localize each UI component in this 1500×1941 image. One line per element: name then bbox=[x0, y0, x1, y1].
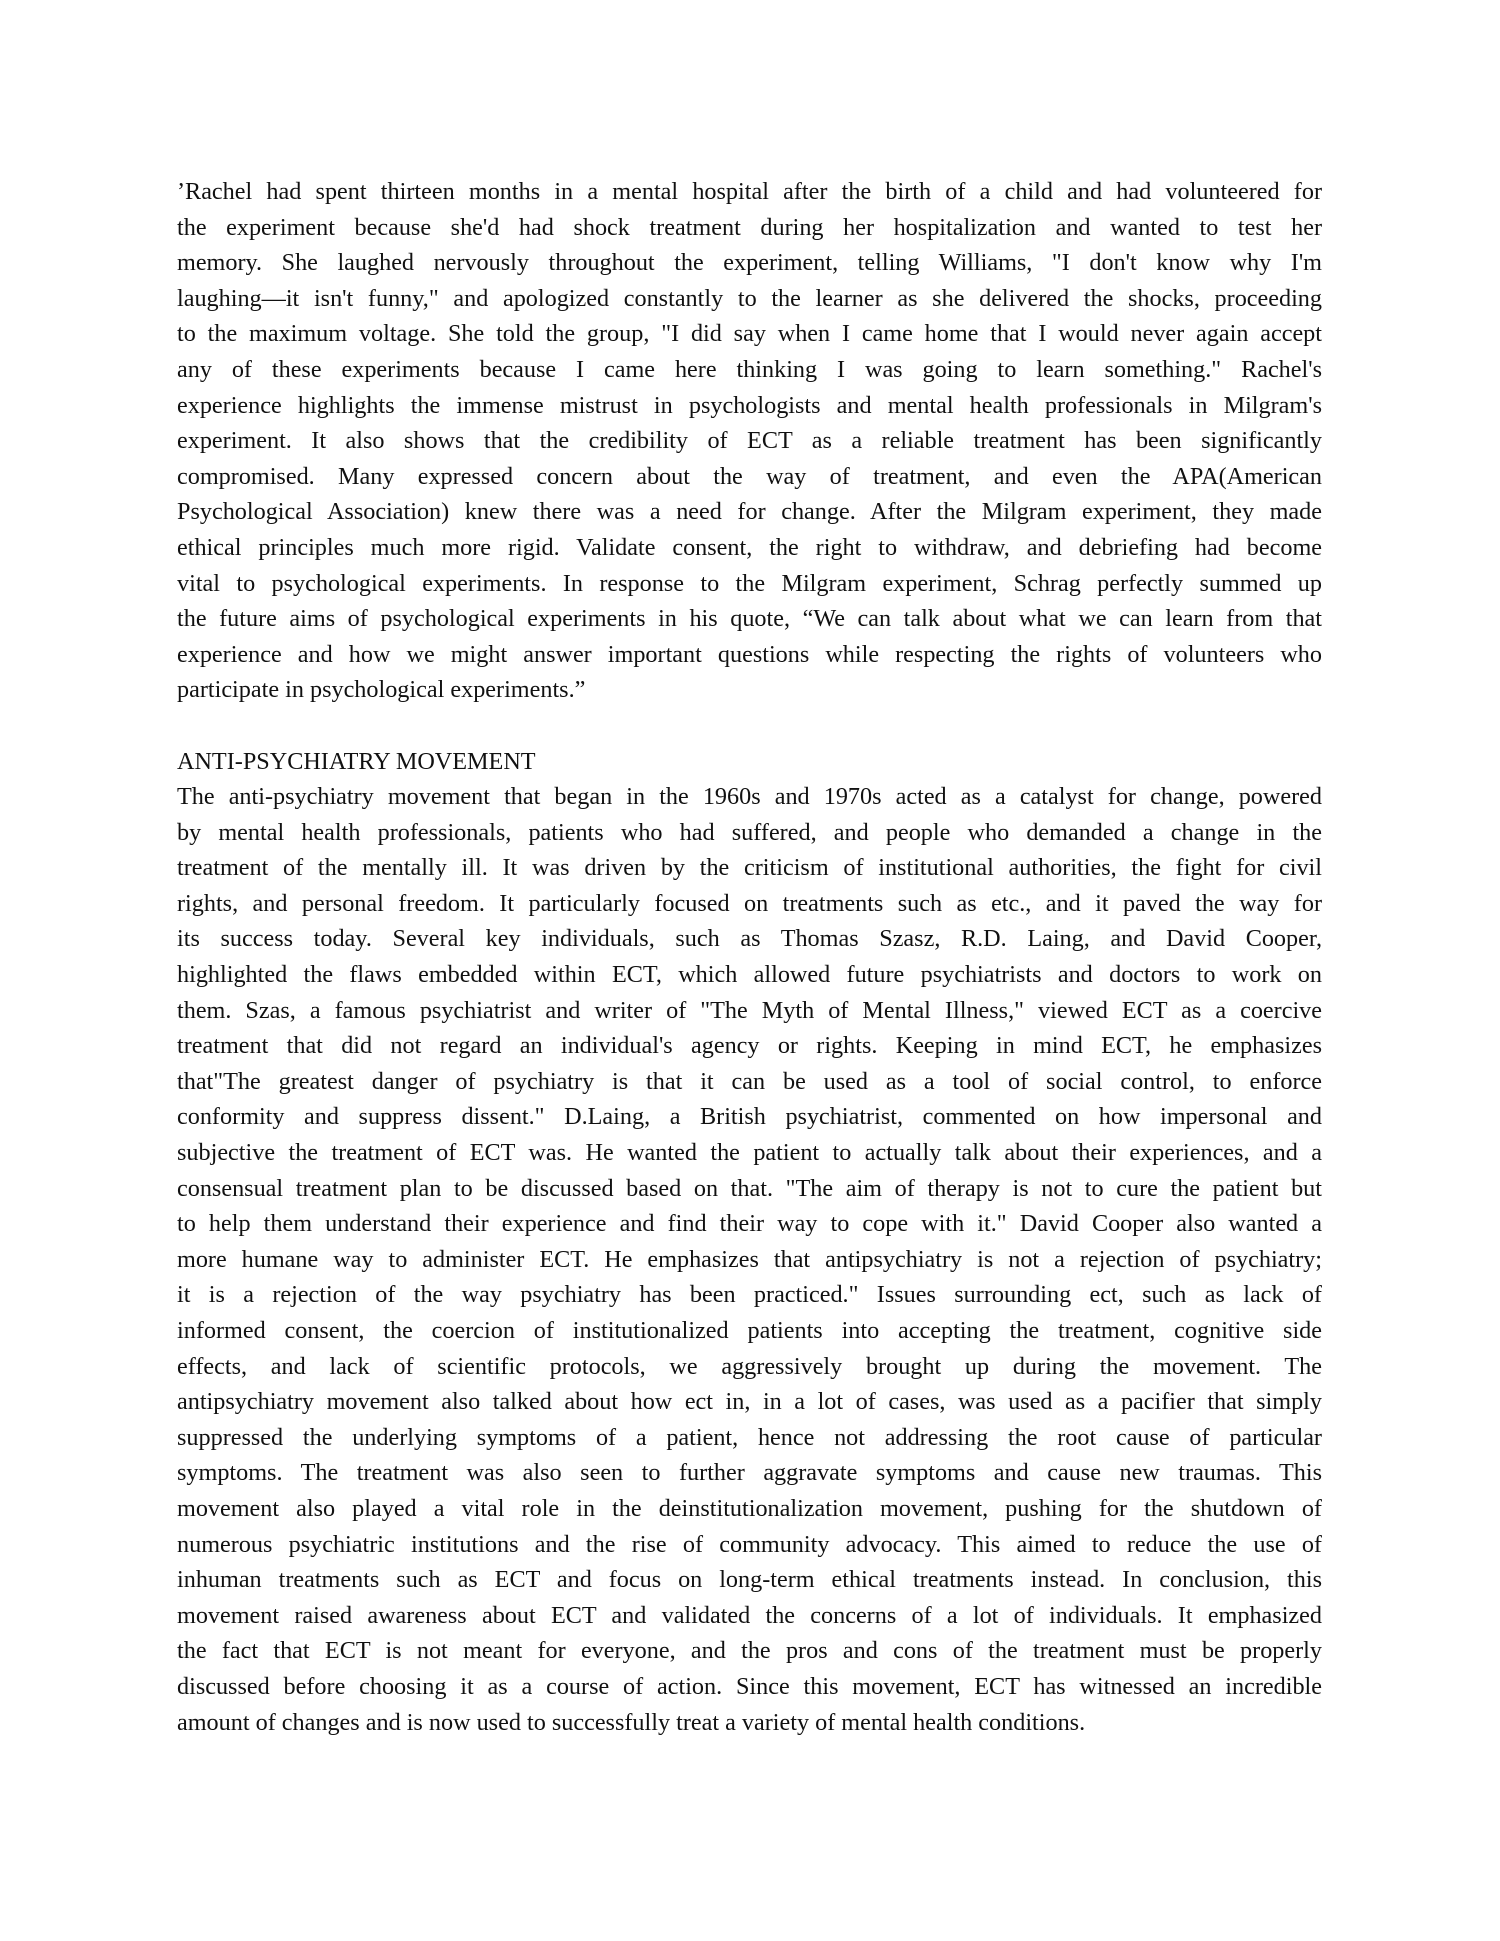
text-line: Psychological Association) knew there was a need for change. After the Milgram experiment, they made bbox=[177, 498, 1322, 526]
text-line: antipsychiatry movement also talked about how ect in, in a lot of cases, was used as a pacifier that simply bbox=[177, 1388, 1322, 1416]
text-line: the future aims of psychological experiments in his quote, “We can talk about what we can learn from that bbox=[177, 605, 1322, 633]
text-line: the fact that ECT is not meant for everyone, and the pros and cons of the treatment must be properly bbox=[177, 1637, 1322, 1665]
text-line: experiment. It also shows that the credibility of ECT as a reliable treatment has been significantly bbox=[177, 427, 1322, 455]
text-line: by mental health professionals, patients who had suffered, and people who demanded a change in the bbox=[177, 818, 1322, 846]
text-line: effects, and lack of scientific protocols, we aggressively brought up during the movement. The bbox=[177, 1352, 1322, 1380]
paragraph-anti-psychiatry-movement bbox=[177, 779, 1322, 1740]
text-line: treatment that did not regard an individual's agency or rights. Keeping in mind ECT, he emphasizes bbox=[177, 1032, 1322, 1060]
paragraph-spacer bbox=[177, 708, 1322, 744]
text-line: consensual treatment plan to be discussed based on that. "The aim of therapy is not to cure the patient but bbox=[177, 1174, 1322, 1202]
text-line: any of these experiments because I came here thinking I was going to learn something." Rachel's bbox=[177, 355, 1322, 383]
section-heading: ANTI-PSYCHIATRY MOVEMENT bbox=[177, 747, 536, 775]
text-line: movement also played a vital role in the deinstitutionalization movement, pushing for the shutdown of bbox=[177, 1494, 1322, 1522]
text-line: memory. She laughed nervously throughout the experiment, telling Williams, "I don't know why I'm bbox=[177, 249, 1322, 277]
text-line: it is a rejection of the way psychiatry has been practiced." Issues surrounding ect, such as lack of bbox=[177, 1281, 1322, 1309]
text-line: movement raised awareness about ECT and validated the concerns of a lot of individuals. It emphasized bbox=[177, 1601, 1322, 1629]
text-line: ’Rachel had spent thirteen months in a mental hospital after the birth of a child and had volunteered for bbox=[177, 178, 1322, 205]
text-line: vital to psychological experiments. In response to the Milgram experiment, Schrag perfectly summed up bbox=[177, 569, 1322, 597]
document-body bbox=[177, 174, 1322, 1740]
text-line: highlighted the flaws embedded within ECT, which allowed future psychiatrists and doctors to work on bbox=[177, 961, 1322, 989]
text-line: rights, and personal freedom. It particularly focused on treatments such as etc., and it paved the way for bbox=[177, 889, 1322, 917]
text-line: its success today. Several key individuals, such as Thomas Szasz, R.D. Laing, and David Cooper, bbox=[177, 925, 1322, 953]
text-line: The anti-psychiatry movement that began in the 1960s and 1970s acted as a catalyst for change, powered bbox=[177, 783, 1322, 811]
text-line: participate in psychological experiments.” bbox=[177, 676, 586, 704]
text-line: that"The greatest danger of psychiatry is that it can be used as a tool of social control, to enforce bbox=[177, 1067, 1322, 1095]
text-line: subjective the treatment of ECT was. He wanted the patient to actually talk about their experiences, and a bbox=[177, 1139, 1322, 1167]
text-line: informed consent, the coercion of institutionalized patients into accepting the treatment, cognitive side bbox=[177, 1317, 1322, 1344]
text-line: conformity and suppress dissent." D.Laing, a British psychiatrist, commented on how impersonal and bbox=[177, 1103, 1322, 1131]
text-line: experience and how we might answer important questions while respecting the rights of volunteers who bbox=[177, 640, 1322, 668]
text-line: suppressed the underlying symptoms of a patient, hence not addressing the root cause of particular bbox=[177, 1423, 1322, 1451]
text-line: the experiment because she'd had shock treatment during her hospitalization and wanted to test her bbox=[177, 213, 1322, 241]
text-line: numerous psychiatric institutions and the rise of community advocacy. This aimed to reduce the use of bbox=[177, 1530, 1322, 1558]
text-line: discussed before choosing it as a course of action. Since this movement, ECT has witnessed an incredible bbox=[177, 1672, 1322, 1700]
text-line: to the maximum voltage. She told the group, "I did say when I came home that I would never again accept bbox=[177, 320, 1322, 348]
text-line: inhuman treatments such as ECT and focus on long-term ethical treatments instead. In conclusion, this bbox=[177, 1566, 1322, 1594]
text-line: experience highlights the immense mistrust in psychologists and mental health professionals in Milgram's bbox=[177, 391, 1322, 419]
text-line: ethical principles much more rigid. Validate consent, the right to withdraw, and debriefing had become bbox=[177, 533, 1322, 561]
text-line: symptoms. The treatment was also seen to further aggravate symptoms and cause new traumas. This bbox=[177, 1459, 1322, 1487]
text-line: them. Szas, a famous psychiatrist and writer of "The Myth of Mental Illness," viewed ECT as a coercive bbox=[177, 996, 1322, 1024]
text-line: more humane way to administer ECT. He emphasizes that antipsychiatry is not a rejection of psychiatry; bbox=[177, 1245, 1322, 1273]
text-line: amount of changes and is now used to successfully treat a variety of mental health conditions. bbox=[177, 1708, 1086, 1736]
text-line: laughing—it isn't funny," and apologized constantly to the learner as she delivered the shocks, proceeding bbox=[177, 284, 1322, 312]
paragraph-rachel-experience bbox=[177, 174, 1322, 708]
text-line: to help them understand their experience and find their way to cope with it." David Cooper also wanted a bbox=[177, 1210, 1322, 1238]
text-line: treatment of the mentally ill. It was driven by the criticism of institutional authorities, the fight for civil bbox=[177, 854, 1322, 882]
text-line: compromised. Many expressed concern about the way of treatment, and even the APA(American bbox=[177, 462, 1322, 490]
